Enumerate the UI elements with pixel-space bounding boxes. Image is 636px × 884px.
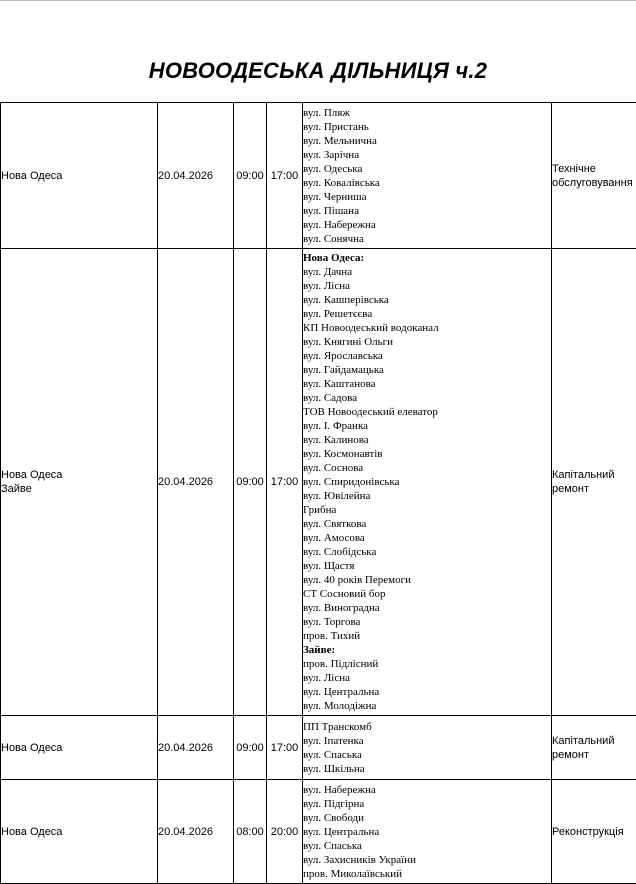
street-item: вул. Набережна (303, 783, 376, 796)
street-item: пров. Миколаївський (303, 867, 402, 880)
locality-cell (1, 103, 158, 249)
locality-cell (1, 780, 158, 884)
street-item: вул. І. Франка (303, 420, 369, 432)
work-type-text: Капітальний (552, 734, 615, 747)
date-cell: 20.04.2026 (158, 780, 234, 884)
work-type-cell (552, 716, 636, 780)
street-item: вул. Садова (303, 392, 358, 404)
start-time-cell: 09:00 (234, 249, 267, 716)
work-type-text: обслуговування (552, 176, 633, 189)
street-item: вул. Княгині Ольги (303, 336, 394, 348)
work-type-text: Реконструкція (552, 825, 624, 838)
street-item: вул. Одеська (303, 162, 363, 175)
street-item: вул. Спиридонівська (303, 476, 400, 488)
date-cell: 20.04.2026 (158, 716, 234, 780)
work-type-text: ремонт (552, 748, 590, 761)
street-item: вул. Лісна (303, 672, 350, 684)
street-item: вул. Гайдамацька (303, 364, 384, 376)
street-item: пров. Підлісний (303, 658, 379, 670)
locality-cell (1, 716, 158, 780)
work-type-text: ремонт (552, 483, 590, 495)
street-item: вул. Спаська (303, 839, 362, 852)
street-item: вул. Каштанова (303, 378, 376, 390)
street-item: КП Новоодеський водоканал (303, 322, 439, 334)
date-cell: 20.04.2026 (158, 103, 234, 249)
work-type-cell (552, 780, 636, 884)
street-item: вул. Спаська (303, 748, 362, 761)
table-row (1, 780, 636, 884)
end-time-cell: 20:00 (267, 780, 303, 884)
street-item: вул. Решетєєва (303, 308, 373, 320)
street-item: вул. Ювілейна (303, 490, 371, 502)
street-item: вул. Щастя (303, 560, 355, 572)
street-item: вул. Ярославська (303, 350, 383, 362)
street-item: вул. Пішана (303, 204, 359, 217)
street-item: вул. Мельнична (303, 134, 377, 147)
street-item: вул. Амосова (303, 532, 365, 544)
street-item: вул. Центральна (303, 825, 380, 838)
street-item: вул. Ковалівська (303, 176, 380, 189)
street-item: вул. Кашперівська (303, 294, 389, 306)
table-row (1, 103, 636, 249)
end-time-cell: 17:00 (267, 103, 303, 249)
locality-name: Нова Одеса (1, 741, 63, 754)
street-item: ТОВ Новоодеський елеватор (303, 406, 438, 418)
street-item: вул. Космонавтів (303, 448, 383, 460)
locality-name: Нова Одеса (1, 169, 63, 182)
street-item: вул. Набережна (303, 218, 376, 231)
street-item: вул. Дачна (303, 266, 353, 278)
street-item: вул. Підгірна (303, 797, 365, 810)
work-type-text: Капітальний (552, 469, 615, 481)
table-body (1, 103, 636, 884)
street-item: ПП Транскомб (303, 720, 372, 733)
street-item: СТ Сосновий бор (303, 588, 386, 600)
date-cell: 20.04.2026 (158, 249, 234, 716)
streets-cell (303, 716, 552, 780)
street-item: вул. Центральна (303, 686, 380, 698)
table-row (1, 716, 636, 780)
group-heading: Зайве: (303, 644, 336, 656)
street-item: вул. Виноградна (303, 602, 380, 614)
street-item: вул. Зарічна (303, 148, 360, 161)
streets-cell (303, 249, 552, 716)
street-item: Грибна (303, 504, 337, 516)
street-item: вул. Соснова (303, 462, 364, 474)
work-type-cell (552, 103, 636, 249)
start-time-cell: 09:00 (234, 103, 267, 249)
group-heading: Нова Одеса: (303, 252, 365, 264)
street-item: вул. Пристань (303, 120, 369, 133)
street-item: пров. Тихий (303, 630, 361, 642)
street-item: вул. Свободи (303, 811, 365, 824)
street-item: вул. Святкова (303, 518, 367, 530)
work-type-text: Технічне (552, 162, 596, 175)
locality-name: Зайве (1, 483, 32, 495)
outage-schedule-table (0, 102, 636, 884)
streets-cell (303, 780, 552, 884)
street-item: вул. Сонячна (303, 232, 364, 245)
streets-cell (303, 103, 552, 249)
end-time-cell: 17:00 (267, 249, 303, 716)
street-item: вул. Калинова (303, 434, 369, 446)
page-top-border (0, 0, 636, 1)
locality-cell (1, 249, 158, 716)
street-item: вул. Молодіжна (303, 700, 377, 712)
locality-name: Нова Одеса (1, 825, 63, 838)
street-item: вул. Черниша (303, 190, 367, 203)
street-item: вул. Торгова (303, 616, 361, 628)
page-title: НОВООДЕСЬКА ДІЛЬНИЦЯ ч.2 (148, 58, 488, 83)
street-item: вул. Шкільна (303, 762, 365, 775)
table-row (1, 249, 636, 716)
start-time-cell: 08:00 (234, 780, 267, 884)
street-item: вул. Слобідська (303, 546, 377, 558)
street-item: вул. Лісна (303, 280, 350, 292)
street-item: вул. Пляж (303, 106, 350, 119)
street-item: вул. Іпатенка (303, 734, 364, 747)
start-time-cell: 09:00 (234, 716, 267, 780)
end-time-cell: 17:00 (267, 716, 303, 780)
street-item: вул. 40 років Перемоги (303, 574, 411, 586)
work-type-cell (552, 249, 636, 716)
locality-name: Нова Одеса (1, 469, 63, 481)
street-item: вул. Захисників України (303, 853, 416, 866)
